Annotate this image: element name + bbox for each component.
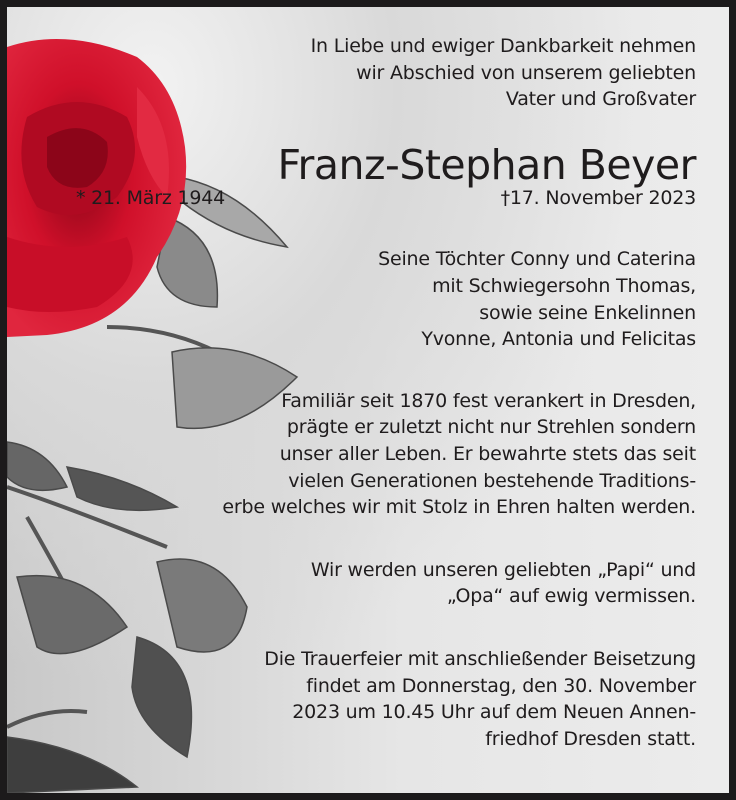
farewell-line: Wir werden unseren geliebten „Papi“ und	[310, 558, 696, 581]
family-line: mit Schwiegersohn Thomas,	[432, 274, 696, 297]
obituary-text	[76, 33, 696, 752]
farewell-block	[176, 557, 696, 610]
intro	[176, 33, 696, 113]
birth-date: * 21. März 1944	[76, 186, 226, 209]
funeral-block	[176, 646, 696, 752]
tribute-block	[176, 388, 696, 521]
farewell-line: „Opa“ auf ewig vermissen.	[446, 585, 696, 608]
family-line: Seine Töchter Conny und Caterina	[378, 248, 696, 271]
funeral-line: friedhof Dresden statt.	[485, 727, 696, 750]
tribute-line: unser aller Leben. Er bewahrte stets das seit	[279, 442, 696, 465]
family-line: sowie seine Enkelinnen	[479, 301, 696, 324]
tribute-line: prägte er zuletzt nicht nur Strehlen sondern	[286, 416, 696, 439]
tribute-line: vielen Generationen bestehende Traditions-	[288, 469, 696, 492]
funeral-line: 2023 um 10.45 Uhr auf dem Neuen Annen-	[292, 701, 696, 724]
intro-line: Vater und Großvater	[505, 88, 696, 111]
funeral-line: findet am Donnerstag, den 30. November	[306, 674, 696, 697]
funeral-line: Die Trauerfeier mit anschließender Beisetzung	[264, 647, 696, 670]
death-date: †17. November 2023	[500, 186, 696, 209]
family-line: Yvonne, Antonia und Felicitas	[421, 328, 696, 351]
intro-line: In Liebe und ewiger Dankbarkeit nehmen	[310, 35, 696, 57]
deceased-name: Franz-Stephan Beyer	[277, 140, 696, 189]
intro-line: wir Abschied von unserem geliebten	[356, 61, 696, 84]
tribute-line: erbe welches wir mit Stolz in Ehren halten werden.	[222, 496, 696, 519]
tribute-line: Familiär seit 1870 fest verankert in Dresden,	[281, 389, 696, 412]
family-block	[176, 246, 696, 352]
obituary-card	[7, 7, 729, 793]
